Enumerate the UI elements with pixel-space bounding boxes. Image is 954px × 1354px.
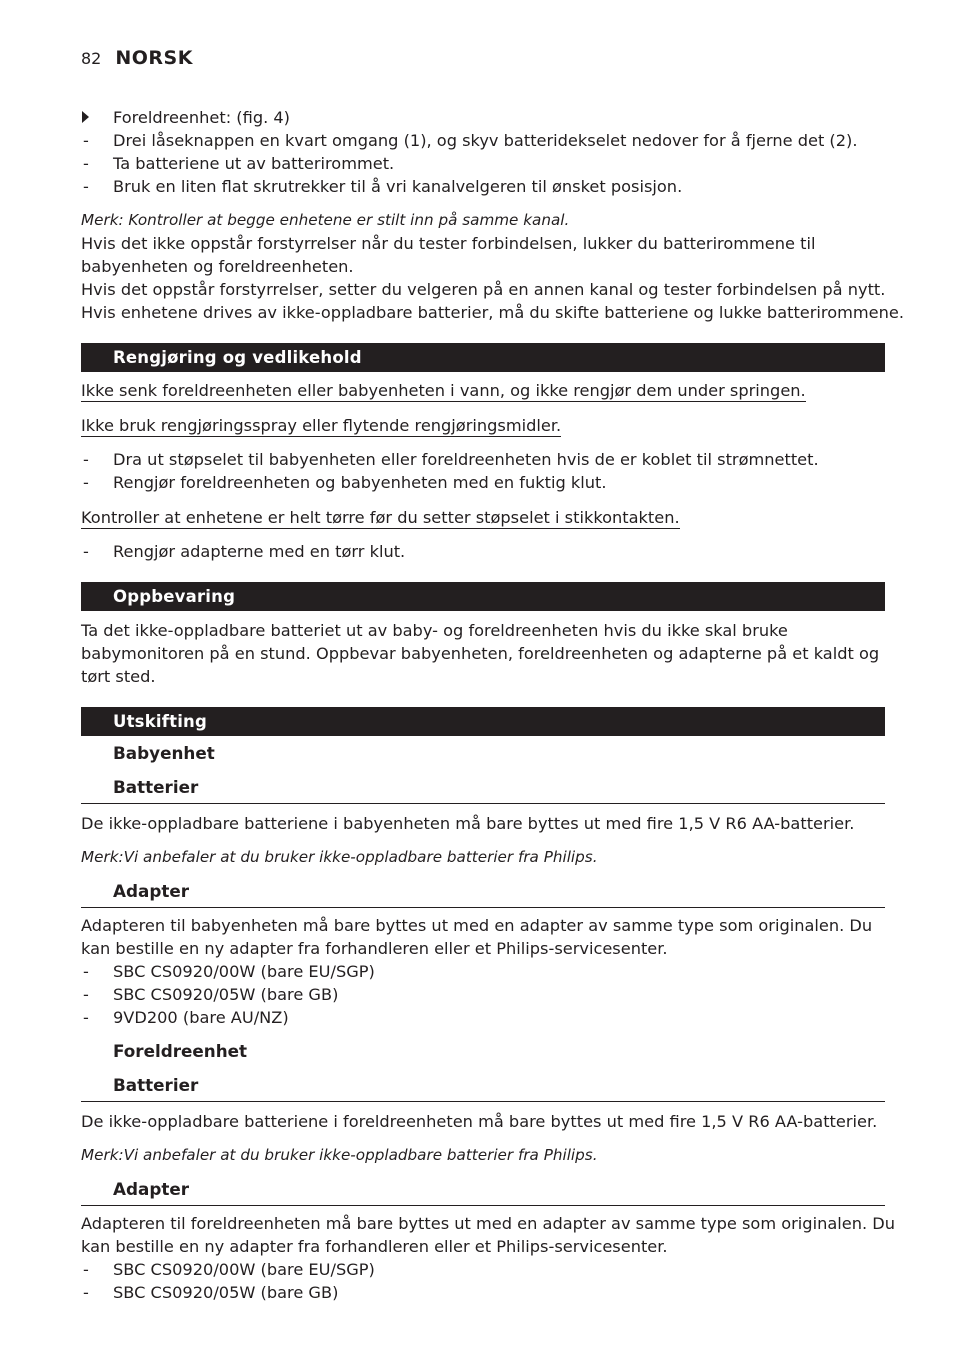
subheading-adapter: Adapter bbox=[81, 880, 885, 908]
dash-list-item: - Dra ut støpselet til babyenheten eller foreldreenheten hvis de er koblet til strømnettet. bbox=[83, 450, 819, 469]
page-content bbox=[81, 106, 904, 1304]
subheading-batteries: Batterier bbox=[81, 776, 885, 804]
section-heading-storage: Oppbevaring bbox=[81, 582, 885, 611]
dash-list-item: - Rengjør adapterne med en tørr klut. bbox=[83, 542, 406, 561]
paragraph-line: babyenheten og foreldreenheten. bbox=[81, 257, 354, 276]
paragraph-line: Ta det ikke-oppladbare batteriet ut av baby- og foreldreenheten hvis du ikke skal bruke bbox=[81, 621, 788, 640]
subheading-parent-unit: Foreldreenhet bbox=[113, 1041, 248, 1061]
battery-note: Merk:Vi anbefaler at du bruker ikke-oppladbare batterier fra Philips. bbox=[81, 848, 598, 866]
section-heading-cleaning: Rengjøring og vedlikehold bbox=[81, 343, 885, 372]
dash-list-item: - 9VD200 (bare AU/NZ) bbox=[83, 1008, 289, 1027]
dash-list-item: - Drei låseknappen en kvart omgang (1), og skyv batteridekselet nedover for å fjerne det (2). bbox=[83, 131, 858, 150]
paragraph-line: De ikke-oppladbare batteriene i babyenheten må bare byttes ut med fire 1,5 V R6 AA-batterier. bbox=[81, 814, 855, 833]
dash-list-item: - SBC CS0920/00W (bare EU/SGP) bbox=[83, 962, 375, 981]
warning-text: Ikke senk foreldreenheten eller babyenheten i vann, og ikke rengjør dem under springen. bbox=[81, 381, 806, 400]
dash-list-item: - Ta batteriene ut av batterirommet. bbox=[83, 154, 395, 173]
warning-text: Kontroller at enhetene er helt tørre før du setter støpselet i stikkontakten. bbox=[81, 508, 680, 527]
paragraph-line: Hvis det ikke oppstår forstyrrelser når du tester forbindelsen, lukker du batterirommene til bbox=[81, 234, 816, 253]
dash-list-item: - SBC CS0920/00W (bare EU/SGP) bbox=[83, 1260, 375, 1279]
paragraph-line: kan bestille en ny adapter fra forhandleren eller et Philips-servicesenter. bbox=[81, 1237, 668, 1256]
dash-list-item: - SBC CS0920/05W (bare GB) bbox=[83, 985, 339, 1004]
dash-list-item: - Rengjør foreldreenheten og babyenheten med en fuktig klut. bbox=[83, 473, 607, 492]
paragraph-line: kan bestille en ny adapter fra forhandleren eller et Philips-servicesenter. bbox=[81, 939, 668, 958]
paragraph-line: Hvis det oppstår forstyrrelser, setter du velgeren på en annen kanal og tester forbindelsen på nytt. bbox=[81, 280, 886, 299]
dash-list-item: - Bruk en liten flat skrutrekker til å vri kanalvelgeren til ønsket posisjon. bbox=[83, 177, 683, 196]
page-header bbox=[81, 47, 193, 75]
battery-note: Merk:Vi anbefaler at du bruker ikke-oppladbare batterier fra Philips. bbox=[81, 1146, 598, 1164]
dash-list-item: - SBC CS0920/05W (bare GB) bbox=[83, 1283, 339, 1302]
section-heading-replacement: Utskifting bbox=[81, 707, 885, 736]
subheading-baby-unit: Babyenhet bbox=[113, 743, 215, 763]
arrow-bullet-item: Foreldreenhet: (fig. 4) bbox=[81, 106, 885, 129]
paragraph-line: Adapteren til foreldreenheten må bare byttes ut med en adapter av samme type som originalen. Du bbox=[81, 1214, 895, 1233]
paragraph-line: De ikke-oppladbare batteriene i foreldreenheten må bare byttes ut med fire 1,5 V R6 AA-batterier. bbox=[81, 1112, 878, 1131]
language-title: NORSK bbox=[115, 47, 193, 69]
warning-text: Ikke bruk rengjøringsspray eller flytende rengjøringsmidler. bbox=[81, 416, 562, 435]
paragraph-line: tørt sted. bbox=[81, 667, 156, 686]
channel-note: Merk: Kontroller at begge enhetene er stilt inn på samme kanal. bbox=[81, 211, 570, 229]
paragraph-line: babymonitoren på en stund. Oppbevar babyenheten, foreldreenheten og adapterne på et kaldt og bbox=[81, 644, 880, 663]
page-number: 82 bbox=[81, 49, 102, 68]
arrow-bullet-icon bbox=[82, 111, 89, 123]
subheading-batteries: Batterier bbox=[81, 1074, 885, 1102]
paragraph-line: Hvis enhetene drives av ikke-oppladbare batterier, må du skifte batteriene og lukke batterirommene. bbox=[81, 303, 904, 322]
subheading-adapter: Adapter bbox=[81, 1178, 885, 1206]
paragraph-line: Adapteren til babyenheten må bare byttes ut med en adapter av samme type som originalen. Du bbox=[81, 916, 873, 935]
